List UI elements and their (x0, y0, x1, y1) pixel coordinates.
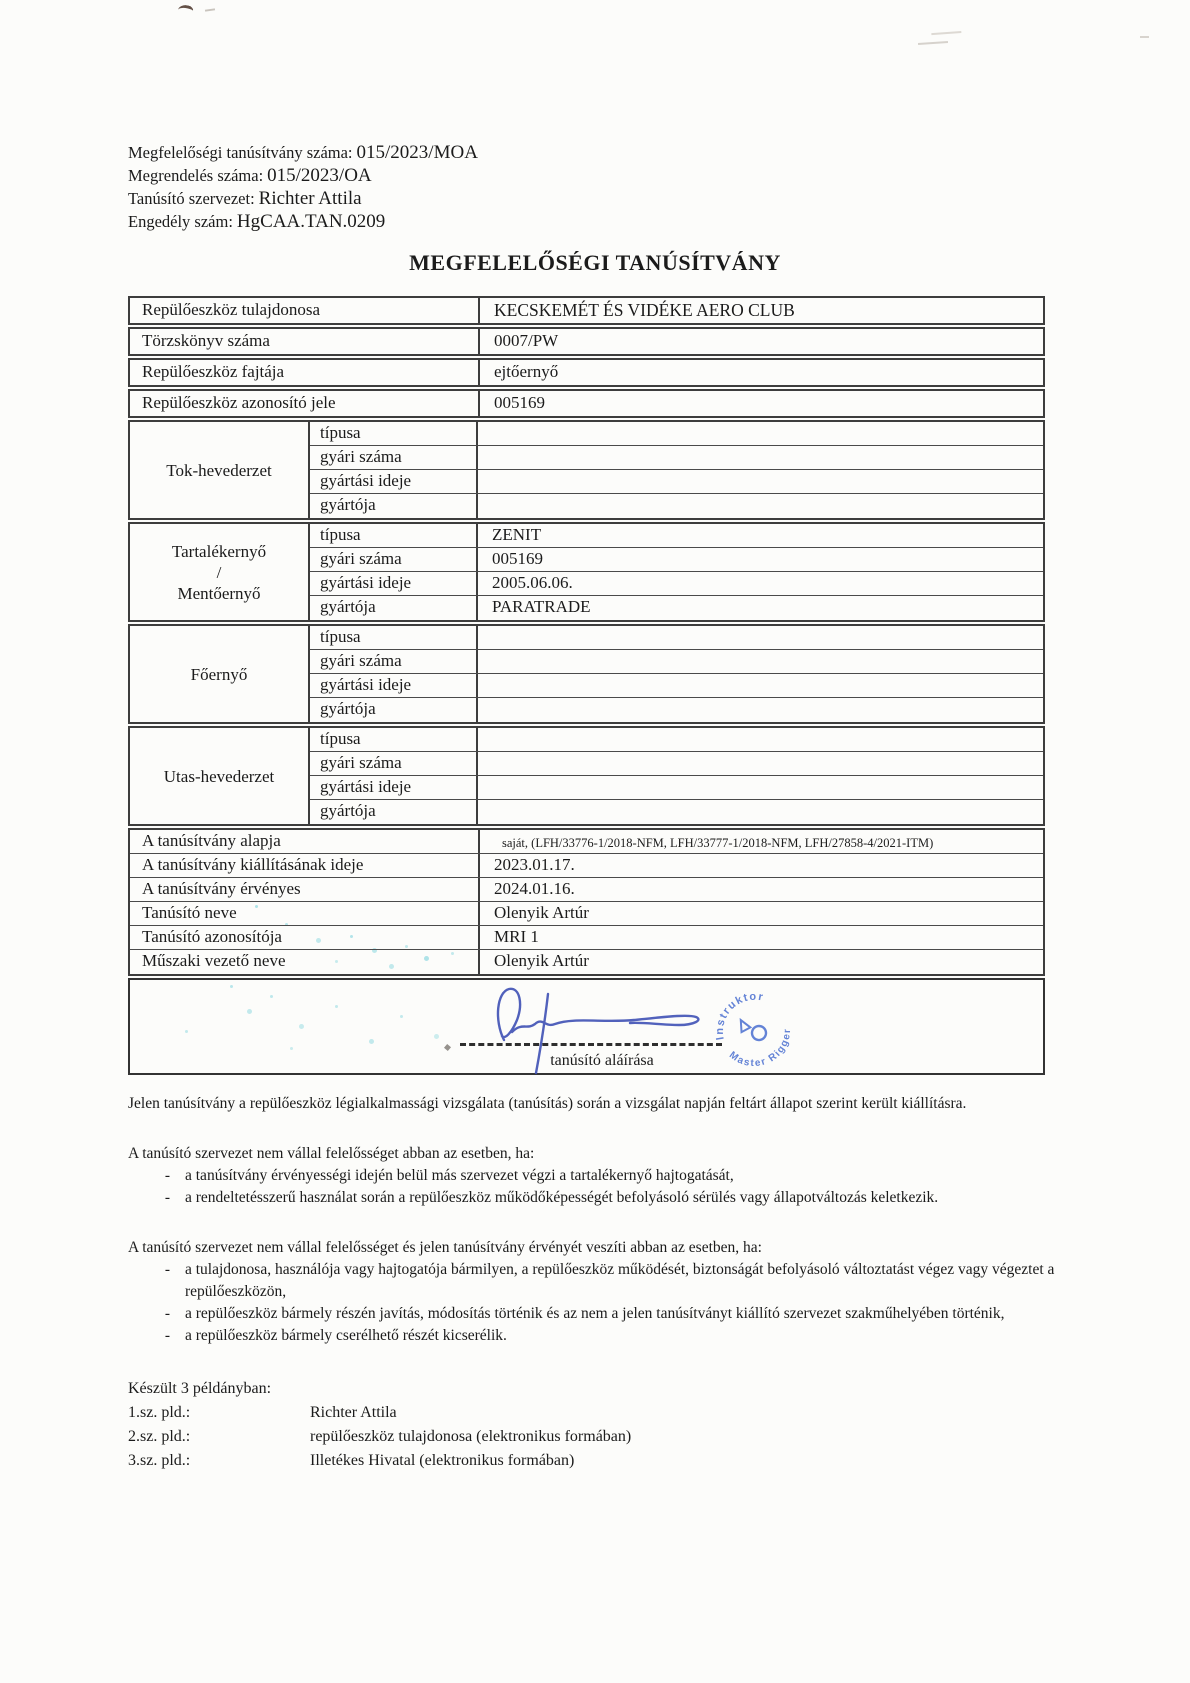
copy-item: 1.sz. pld.: Richter Attila (128, 1404, 397, 1421)
section-name: Tartalékernyő / Mentőernyő (130, 524, 310, 620)
bullet-dash: - (164, 1167, 171, 1184)
copy-item: 3.sz. pld.: Illetékes Hivatal (elektronikus formában) (128, 1452, 575, 1469)
sub-row: gyártási ideje (310, 470, 1043, 494)
certifier-stamp-seal (712, 988, 796, 1072)
sub-row: típusa (310, 626, 1043, 650)
table-row-registry-number (128, 327, 1045, 356)
certificate-table (128, 296, 1045, 978)
sub-row: gyártója PARATRADE (310, 596, 1043, 620)
certifier-org-value: Richter Attila (258, 188, 362, 209)
legal-text (128, 1093, 1068, 1473)
sub-row: gyártója (310, 698, 1043, 722)
page-title: MEGFELELŐSÉGI TANÚSÍTVÁNY (409, 250, 781, 275)
section-container-harness (128, 420, 1045, 520)
certifier-org-line (128, 188, 478, 211)
table-row-owner (128, 296, 1045, 325)
table-row-technical-leader: Műszaki vezető neve Olenyik Artúr (130, 950, 1043, 974)
table-row-basis: A tanúsítvány alapja saját, (LFH/33776-1/2018-NFM, LFH/33777-1/2018-NFM, LFH/27858-4/2021-ITM) (130, 830, 1043, 854)
document-header (128, 142, 478, 234)
sub-row: gyártási ideje 2005.06.06. (310, 572, 1043, 596)
section-name: Főernyő (130, 626, 310, 722)
row-value: KECSKEMÉT ÉS VIDÉKE AERO CLUB (494, 300, 795, 320)
order-number-line (128, 165, 478, 188)
sub-row: típusa (310, 422, 1043, 446)
permit-number-value: HgCAA.TAN.0209 (236, 211, 386, 232)
certifier-org-label: Tanúsító szervezet: (128, 189, 255, 208)
certificate-number-line (128, 142, 478, 165)
section-name: Tok-hevederzet (130, 422, 310, 518)
sub-row: gyártási ideje (310, 674, 1043, 698)
section-reserve-parachute (128, 522, 1045, 622)
bullet-dash: - (164, 1305, 171, 1322)
statement-paragraph: Jelen tanúsítvány a repülőeszköz légialkalmassági vizsgálata (tanúsítás) során a vizsgálat napján feltárt állapot szerint került kiállításra. (128, 1095, 967, 1112)
sub-row: típusa ZENIT (310, 524, 1043, 548)
table-row-aircraft-type (128, 358, 1045, 387)
bullet-dash: - (164, 1189, 171, 1206)
certificate-number-label: Megfelelőségi tanúsítvány száma: (128, 143, 353, 162)
scan-smudge (205, 8, 215, 11)
copies-head: Készült 3 példányban: (128, 1380, 272, 1397)
table-row-valid-until: A tanúsítvány érvényes 2024.01.16. (130, 878, 1043, 902)
table-row-certifier-name: Tanúsító neve Olenyik Artúr (130, 902, 1043, 926)
table-row-certifier-id: Tanúsító azonosítója MRI 1 (130, 926, 1043, 950)
signature-box (128, 978, 1045, 1075)
certificate-number-value: 015/2023/MOA (356, 142, 478, 163)
signature-line (460, 1043, 722, 1046)
sub-row: gyári száma (310, 650, 1043, 674)
disclaimer-2-head: A tanúsító szervezet nem vállal felelősséget és jelen tanúsítvány érvényét veszíti abban az esetben, ha: (128, 1239, 762, 1256)
permit-number-label: Engedély szám: (128, 212, 233, 231)
certificate-details-section (128, 828, 1045, 976)
svg-text:Instruktor: Instruktor (713, 990, 766, 1041)
scan-smudge (918, 41, 948, 45)
row-value: ejtőernyő (494, 362, 559, 381)
sub-row: gyári száma 005169 (310, 548, 1043, 572)
order-number-label: Megrendelés száma: (128, 166, 264, 185)
disclaimer-1-head: A tanúsító szervezet nem vállal felelősséget abban az esetben, ha: (128, 1145, 535, 1162)
disclaimer-2-item: - a tulajdonosa, használója vagy hajtogatója bármilyen, a repülőeszköz működését, biztonságát befolyásoló változtatást végez vagy végeztet a repülőeszközön, (128, 1259, 1068, 1303)
disclaimer-2-item: - a repülőeszköz bármely cserélhető részét kicserélik. (128, 1325, 1068, 1347)
bullet-dash: - (164, 1327, 171, 1344)
sub-row: gyártója (310, 800, 1043, 824)
signature-caption: tanúsító aláírása (550, 1052, 654, 1069)
disclaimer-2-item: - a repülőeszköz bármely részén javítás, módosítás történik és az nem a jelen tanúsítványt kiállító szervezet szakműhelyében történik, (128, 1303, 1068, 1325)
disclaimer-1-item: - a rendeltetésszerű használat során a repülőeszköz működőképességét befolyásoló sérülés vagy állapotváltozás keletkezik. (128, 1187, 1068, 1209)
scan-smudge (1140, 36, 1149, 38)
row-value: 0007/PW (494, 331, 559, 350)
bullet-dash: - (164, 1261, 171, 1278)
permit-number-line (128, 211, 478, 234)
sub-row: gyártási ideje (310, 776, 1043, 800)
svg-text:Master Rigger: Master Rigger (726, 1027, 794, 1070)
row-value: 005169 (494, 393, 545, 412)
row-label: Repülőeszköz fajtája (130, 360, 480, 385)
sub-row: gyári száma (310, 752, 1043, 776)
sub-row: típusa (310, 728, 1043, 752)
copy-item: 2.sz. pld.: repülőeszköz tulajdonosa (elektronikus formában) (128, 1428, 632, 1445)
disclaimer-1-item: - a tanúsítvány érvényességi idején belül más szervezet végzi a tartalékernyő hajtogatását, (128, 1165, 1068, 1187)
row-label: Törzskönyv száma (130, 329, 480, 354)
sub-row: gyártója (310, 494, 1043, 518)
pen-mark (177, 4, 194, 18)
table-row-issue-date: A tanúsítvány kiállításának ideje 2023.01.17. (130, 854, 1043, 878)
section-passenger-harness (128, 726, 1045, 826)
section-main-parachute (128, 624, 1045, 724)
row-label: Repülőeszköz tulajdonosa (130, 298, 480, 323)
order-number-value: 015/2023/OA (267, 165, 372, 186)
copies-list (128, 1377, 1068, 1473)
section-name: Utas-hevederzet (130, 728, 310, 824)
sub-row: gyári száma (310, 446, 1043, 470)
table-row-aircraft-id (128, 389, 1045, 418)
row-label: Repülőeszköz azonosító jele (130, 391, 480, 416)
